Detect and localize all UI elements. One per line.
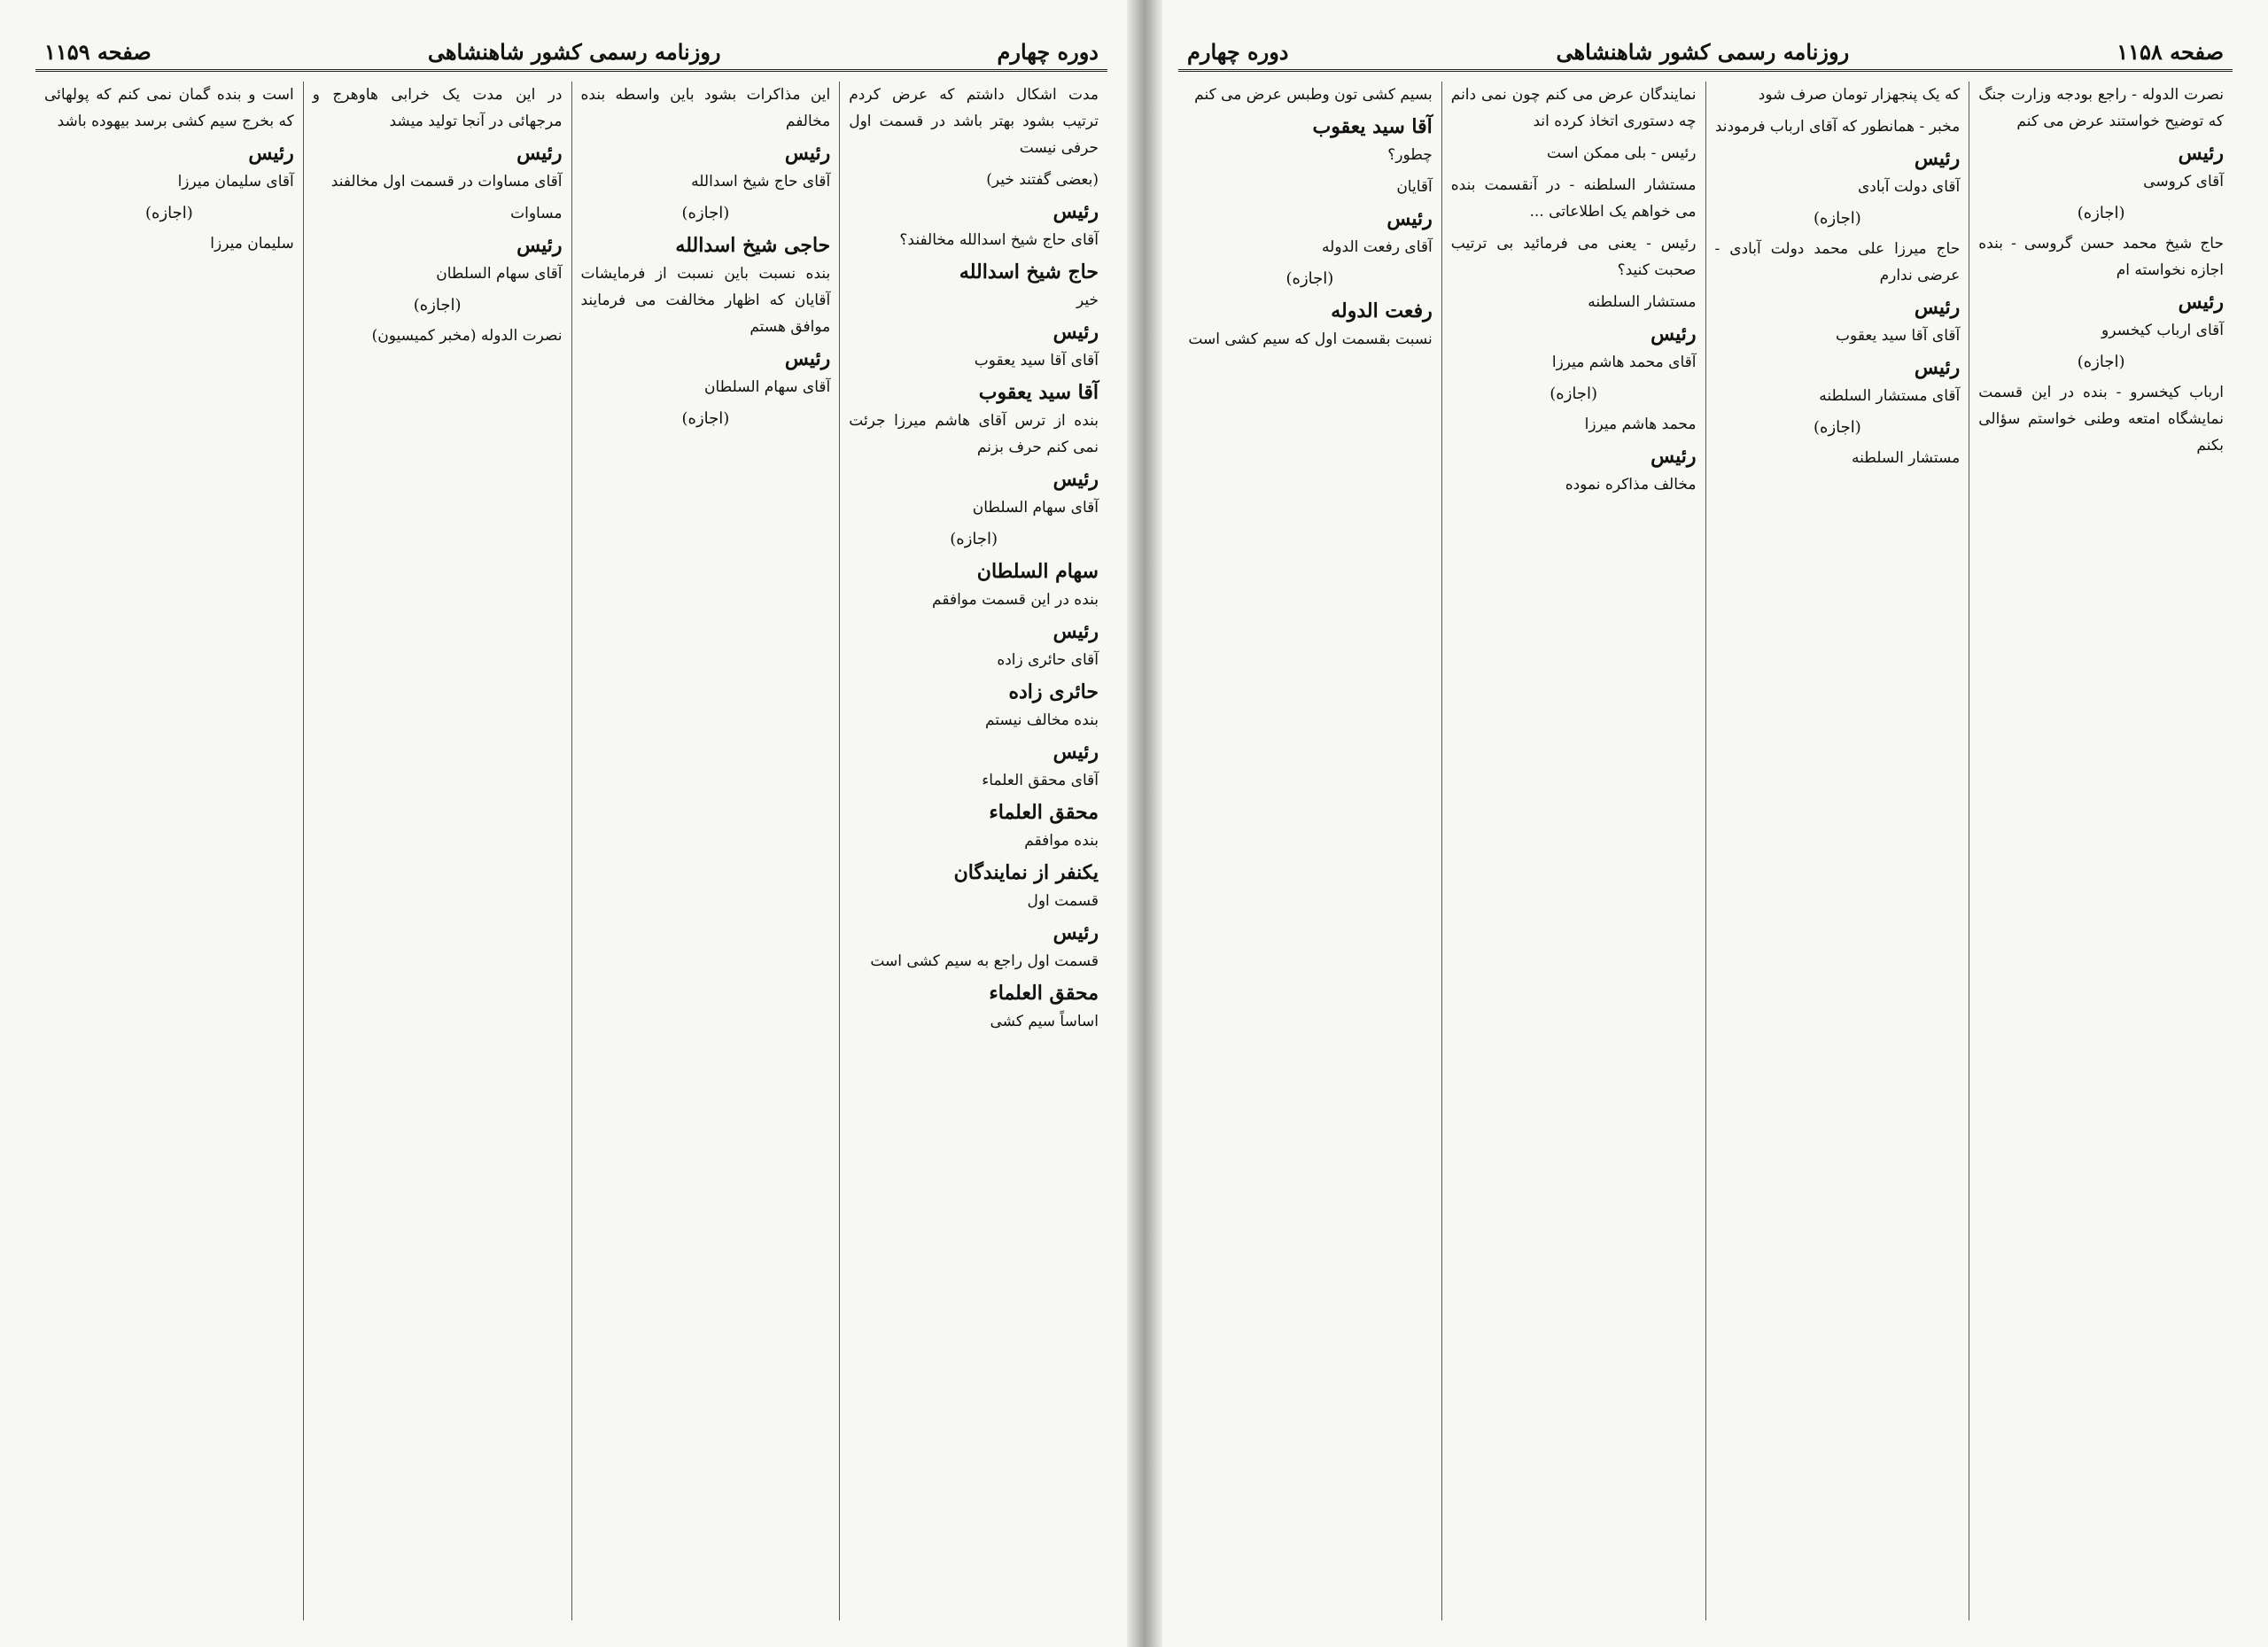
paragraph: خیر bbox=[1076, 291, 1099, 309]
paragraph: آقای محقق العلماء bbox=[982, 772, 1099, 789]
paragraph: که یک پنجهزار تومان صرف شود bbox=[1758, 86, 1961, 104]
speaker-name: محقق العلماء bbox=[989, 982, 1099, 1005]
right-page bbox=[1143, 0, 2268, 1647]
page-number: صفحه ۱۱۵۸ bbox=[2117, 38, 2224, 65]
paragraph: اساساً سیم کشی bbox=[990, 1013, 1099, 1030]
permission-note: (اجازه) bbox=[1285, 269, 1334, 288]
paragraph: بنده در این قسمت موافقم bbox=[932, 591, 1099, 609]
volume-label: دوره چهارم bbox=[1187, 38, 1289, 65]
text-column bbox=[1969, 82, 2233, 1620]
paragraph: محمد هاشم میرزا bbox=[1584, 416, 1697, 433]
speaker-name: سهام السلطان bbox=[976, 560, 1099, 583]
text-column bbox=[35, 82, 303, 1620]
paragraph: آقای حاج شیخ اسدالله bbox=[691, 173, 831, 190]
paragraph: قسمت اول bbox=[1027, 892, 1099, 910]
speaker-name: رئیس bbox=[248, 142, 294, 165]
speaker-name: آقا سید یعقوب bbox=[978, 381, 1099, 404]
speaker-name: رئیس bbox=[2178, 291, 2224, 314]
paragraph: آقای محمد هاشم میرزا bbox=[1551, 353, 1697, 371]
permission-note: (اجازه) bbox=[144, 204, 193, 222]
paragraph: آقای دولت آبادی bbox=[1857, 178, 1961, 196]
speaker-name: حائری زاده bbox=[1008, 680, 1099, 703]
paragraph: این مذاکرات بشود باین واسطه بنده مخالفم bbox=[580, 86, 831, 130]
speaker-name: رئیس bbox=[1052, 620, 1099, 643]
text-column bbox=[1705, 82, 1969, 1620]
speaker-name: حاج شیخ اسدالله bbox=[959, 260, 1099, 284]
speaker-name: رفعت الدوله bbox=[1331, 299, 1433, 322]
paragraph: آقای ارباب کیخسرو bbox=[2101, 322, 2224, 339]
paragraph: رئیس - بلی ممکن است bbox=[1546, 144, 1697, 162]
speaker-name: رئیس bbox=[1651, 322, 1697, 346]
speaker-name: آقا سید یعقوب bbox=[1312, 115, 1433, 138]
permission-note: (اجازه) bbox=[950, 530, 998, 548]
paragraph: بنده از ترس آقای هاشم میرزا جرئت نمی کنم حرف بزنم bbox=[849, 412, 1099, 456]
paragraph: مستشار السلطنه - در آنقسمت بنده می خواهم یک اطلاعاتی ... bbox=[1450, 176, 1697, 221]
paragraph: مخبر - همانطور که آقای ارباب فرمودند bbox=[1714, 118, 1961, 136]
speaker-name: رئیس bbox=[1052, 921, 1099, 944]
volume-label: دوره چهارم bbox=[997, 38, 1099, 65]
text-columns bbox=[35, 82, 1107, 1620]
speaker-name: رئیس bbox=[1052, 200, 1099, 223]
text-column bbox=[839, 82, 1107, 1620]
permission-note: (اجازه) bbox=[1550, 385, 1598, 403]
permission-note: (اجازه) bbox=[2077, 204, 2125, 222]
paragraph: قسمت اول راجع به سیم کشی است bbox=[870, 952, 1099, 970]
paragraph: آقای رفعت الدوله bbox=[1322, 238, 1433, 256]
speaker-name: حاجی شیخ اسدالله bbox=[675, 234, 831, 257]
paragraph: مساوات bbox=[510, 205, 563, 222]
permission-note: (اجازه) bbox=[1813, 418, 1861, 437]
paragraph: مستشار السلطنه bbox=[1852, 449, 1961, 467]
speaker-name: رئیس bbox=[1052, 741, 1099, 764]
paragraph: آقای آقا سید یعقوب bbox=[974, 352, 1099, 369]
speaker-name: رئیس bbox=[1914, 356, 1961, 379]
paragraph: بسیم کشی تون وطبس عرض می کنم bbox=[1194, 86, 1433, 104]
paragraph: آقای مساوات در قسمت اول مخالفند bbox=[330, 173, 563, 190]
permission-note: (اجازه) bbox=[413, 296, 462, 315]
speaker-name: رئیس bbox=[1052, 321, 1099, 344]
speaker-name: یکنفر از نمایندگان bbox=[953, 861, 1099, 884]
speaker-name: رئیس bbox=[517, 234, 563, 257]
paragraph: آقای سهام السلطان bbox=[436, 265, 563, 283]
paragraph: نمایندگان عرض می کنم چون نمی دانم چه دستوری اتخاذ کرده اند bbox=[1450, 86, 1697, 130]
text-column bbox=[303, 82, 571, 1620]
paragraph: است و بنده گمان نمی کنم که پولهائی که بخرج سیم کشی برسد بیهوده باشد bbox=[44, 86, 294, 130]
speaker-name: رئیس bbox=[1914, 147, 1961, 170]
paragraph: نسبت بقسمت اول که سیم کشی است bbox=[1188, 330, 1433, 348]
newspaper-title: روزنامه رسمی کشور شاهنشاهی bbox=[427, 38, 721, 65]
paragraph: سلیمان میرزا bbox=[210, 235, 294, 252]
paragraph: آقای حائری زاده bbox=[997, 651, 1099, 669]
paragraph: بنده نسبت باین نسبت از فرمایشات آقایان که اظهار مخالفت می فرمایند موافق هستم bbox=[580, 265, 831, 336]
paragraph: آقای سلیمان میرزا bbox=[177, 173, 294, 190]
text-column bbox=[571, 82, 840, 1620]
paragraph: بنده مخالف نیستم bbox=[984, 711, 1099, 729]
paragraph: نصرت الدوله - راجع بودجه وزارت جنگ که توضیح خواستند عرض می کنم bbox=[1978, 86, 2224, 130]
speaker-name: رئیس bbox=[1914, 296, 1961, 319]
speaker-name: رئیس bbox=[1386, 207, 1433, 230]
speaker-name: محقق العلماء bbox=[989, 801, 1099, 824]
page-number: صفحه ۱۱۵۹ bbox=[44, 38, 151, 65]
permission-note: (اجازه) bbox=[681, 204, 730, 222]
page-header bbox=[35, 34, 1107, 72]
paragraph: آقای سهام السلطان bbox=[704, 378, 831, 396]
paragraph: نصرت الدوله (مخبر کمیسیون) bbox=[371, 327, 563, 345]
paragraph: رئیس - یعنی می فرمائید بی ترتیب صحبت کنید؟ bbox=[1450, 235, 1697, 279]
text-column bbox=[1441, 82, 1705, 1620]
permission-note: (اجازه) bbox=[681, 409, 730, 428]
book-gutter bbox=[1127, 0, 1162, 1647]
paragraph: مخالف مذاکره نموده bbox=[1565, 476, 1697, 493]
speaker-name: رئیس bbox=[1651, 445, 1697, 468]
paragraph: آقای سهام السلطان bbox=[972, 499, 1099, 517]
paragraph: آقای مستشار السلطنه bbox=[1819, 387, 1961, 405]
paragraph: در این مدت یک خرابی هاوهرج و مرجهائی در آنجا تولید میشد bbox=[312, 86, 563, 130]
speaker-name: رئیس bbox=[784, 347, 831, 370]
paragraph: ارباب کیخسرو - بنده در این قسمت نمایشگاه امتعه وطنی خواستم سؤالی بکنم bbox=[1978, 384, 2224, 454]
speaker-name: رئیس bbox=[2178, 142, 2224, 165]
paragraph: چطور؟ bbox=[1387, 146, 1433, 164]
paragraph: آقای حاج شیخ اسدالله مخالفند؟ bbox=[899, 231, 1099, 249]
text-column bbox=[1178, 82, 1441, 1620]
speaker-name: رئیس bbox=[517, 142, 563, 165]
paragraph: آقایان bbox=[1396, 178, 1433, 196]
paragraph: (بعضی گفتند خیر) bbox=[986, 171, 1099, 189]
paragraph: بنده موافقم bbox=[1024, 832, 1099, 850]
page-header bbox=[1178, 34, 2233, 72]
paragraph: آقای آقا سید یعقوب bbox=[1836, 327, 1961, 345]
speaker-name: رئیس bbox=[1052, 468, 1099, 491]
paragraph: مستشار السلطنه bbox=[1588, 293, 1697, 311]
permission-note: (اجازه) bbox=[1813, 209, 1861, 228]
paragraph: حاج شیخ محمد حسن گروسی - بنده اجازه نخواسته ام bbox=[1978, 235, 2224, 279]
paragraph: حاج میرزا علی محمد دولت آبادی - عرضی ندارم bbox=[1714, 240, 1961, 284]
text-columns bbox=[1178, 82, 2233, 1620]
paragraph: آقای کروسی bbox=[2143, 173, 2224, 190]
paragraph: مدت اشکال داشتم که عرض کردم ترتیب بشود بهتر باشد در قسمت اول حرفی نیست bbox=[849, 86, 1099, 157]
speaker-name: رئیس bbox=[784, 142, 831, 165]
permission-note: (اجازه) bbox=[2077, 353, 2125, 371]
newspaper-title: روزنامه رسمی کشور شاهنشاهی bbox=[1556, 38, 1850, 65]
